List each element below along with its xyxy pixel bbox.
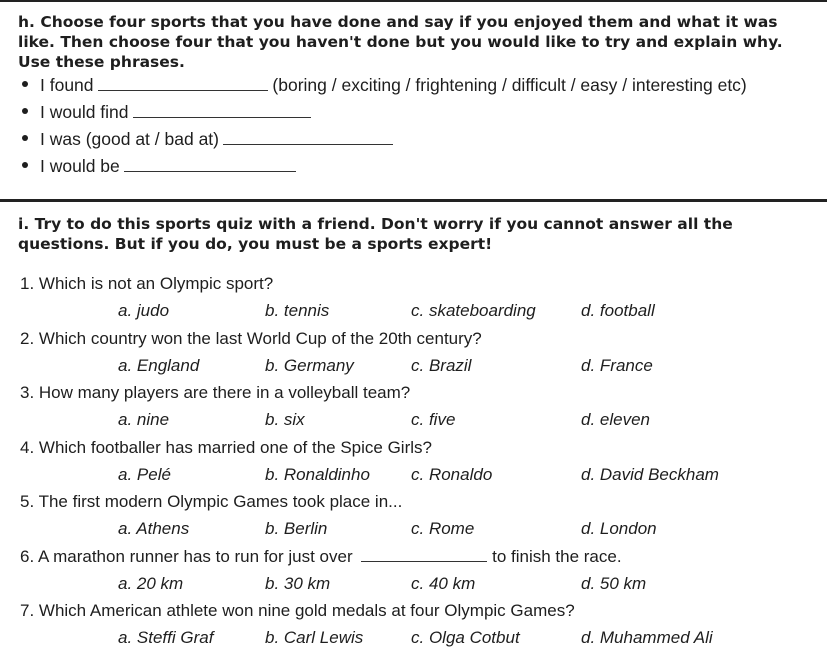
option-a[interactable]: a. Pelé (118, 464, 171, 484)
option-d[interactable]: d. France (581, 355, 653, 375)
answer-blank[interactable] (361, 545, 487, 562)
question-text-end: to finish the race. (492, 546, 622, 566)
option-d[interactable]: d. eleven (581, 410, 650, 429)
answer-blank[interactable] (124, 154, 296, 172)
option-b[interactable]: b. Carl Lewis (265, 628, 364, 647)
option-c[interactable]: c. Brazil (411, 355, 472, 375)
phrase-text: I would be (40, 156, 120, 176)
option-a[interactable]: a. judo (118, 301, 170, 320)
answer-blank[interactable] (98, 73, 268, 91)
phrase-item (22, 99, 822, 126)
quiz-options (20, 352, 820, 380)
option-d[interactable]: d. 50 km (581, 573, 647, 593)
option-d[interactable]: d. David Beckham (581, 464, 719, 484)
section-i-heading: i. Try to do this sports quiz with a friend. Don't worry if you cannot answer all the questions. But if you do, you must be a sports expert! (18, 215, 733, 253)
phrase-list (22, 72, 822, 180)
quiz-options (20, 297, 820, 325)
section-divider (0, 199, 827, 202)
phrase-text: I would find (40, 102, 129, 122)
option-b[interactable]: b. Germany (265, 355, 354, 375)
quiz-question: 2. Which country won the last World Cup of the 20th century? (20, 328, 482, 348)
section-h-heading: h. Choose four sports that you have done and say if you enjoyed them and what it was like. Then choose four that you haven't done but you would like to try and explain why. Use these phrases. (18, 13, 783, 71)
option-d[interactable]: d. Muhammed Ali (581, 628, 713, 647)
option-b[interactable]: b. six (265, 410, 305, 429)
bullet-icon (22, 162, 28, 168)
phrase-item (22, 126, 822, 153)
option-c[interactable]: c. skateboarding (411, 301, 536, 320)
option-c[interactable]: c. Ronaldo (411, 464, 493, 484)
bullet-icon (22, 81, 28, 87)
quiz-question: 5. The first modern Olympic Games took place in... (20, 492, 403, 511)
quiz-question: 1. Which is not an Olympic sport? (20, 274, 274, 293)
option-a[interactable]: a. nine (118, 410, 170, 429)
option-d[interactable]: d. London (581, 519, 657, 538)
quiz-question: 3. How many players are there in a volleyball team? (20, 383, 411, 402)
quiz-options (20, 461, 820, 489)
phrase-item (22, 72, 822, 99)
top-rule (0, 0, 827, 2)
quiz-options (20, 570, 820, 598)
quiz-question: 4. Which footballer has married one of the Spice Girls? (20, 437, 432, 457)
option-b[interactable]: b. Berlin (265, 519, 328, 538)
option-a[interactable]: a. England (118, 355, 200, 375)
option-d[interactable]: d. football (581, 301, 655, 320)
option-b[interactable]: b. Ronaldinho (265, 464, 370, 484)
option-a[interactable]: a. Steffi Graf (118, 628, 214, 647)
option-c[interactable]: c. Olga Cotbut (411, 628, 520, 647)
option-c[interactable]: c. 40 km (411, 573, 476, 593)
option-c[interactable]: c. Rome (411, 519, 475, 538)
bullet-icon (22, 108, 28, 114)
option-a[interactable]: a. Athens (118, 519, 190, 538)
quiz-options (20, 406, 820, 434)
option-a[interactable]: a. 20 km (118, 573, 184, 593)
phrase-item (22, 153, 822, 180)
answer-blank[interactable] (133, 100, 311, 118)
option-b[interactable]: b. tennis (265, 301, 330, 320)
question-text: 6. A marathon runner has to run for just over (20, 546, 353, 566)
option-b[interactable]: b. 30 km (265, 573, 331, 593)
phrase-text: I found (40, 75, 94, 95)
option-c[interactable]: c. five (411, 410, 456, 429)
quiz-question: 7. Which American athlete won nine gold medals at four Olympic Games? (20, 601, 575, 620)
quiz-options (20, 515, 820, 543)
phrase-after: (boring / exciting / frightening / difficult / easy / interesting etc) (272, 75, 747, 95)
phrase-text: I was (good at / bad at) (40, 129, 219, 149)
quiz (20, 270, 820, 652)
answer-blank[interactable] (223, 127, 393, 145)
quiz-question (20, 543, 820, 570)
quiz-options (20, 624, 820, 652)
bullet-icon (22, 135, 28, 141)
